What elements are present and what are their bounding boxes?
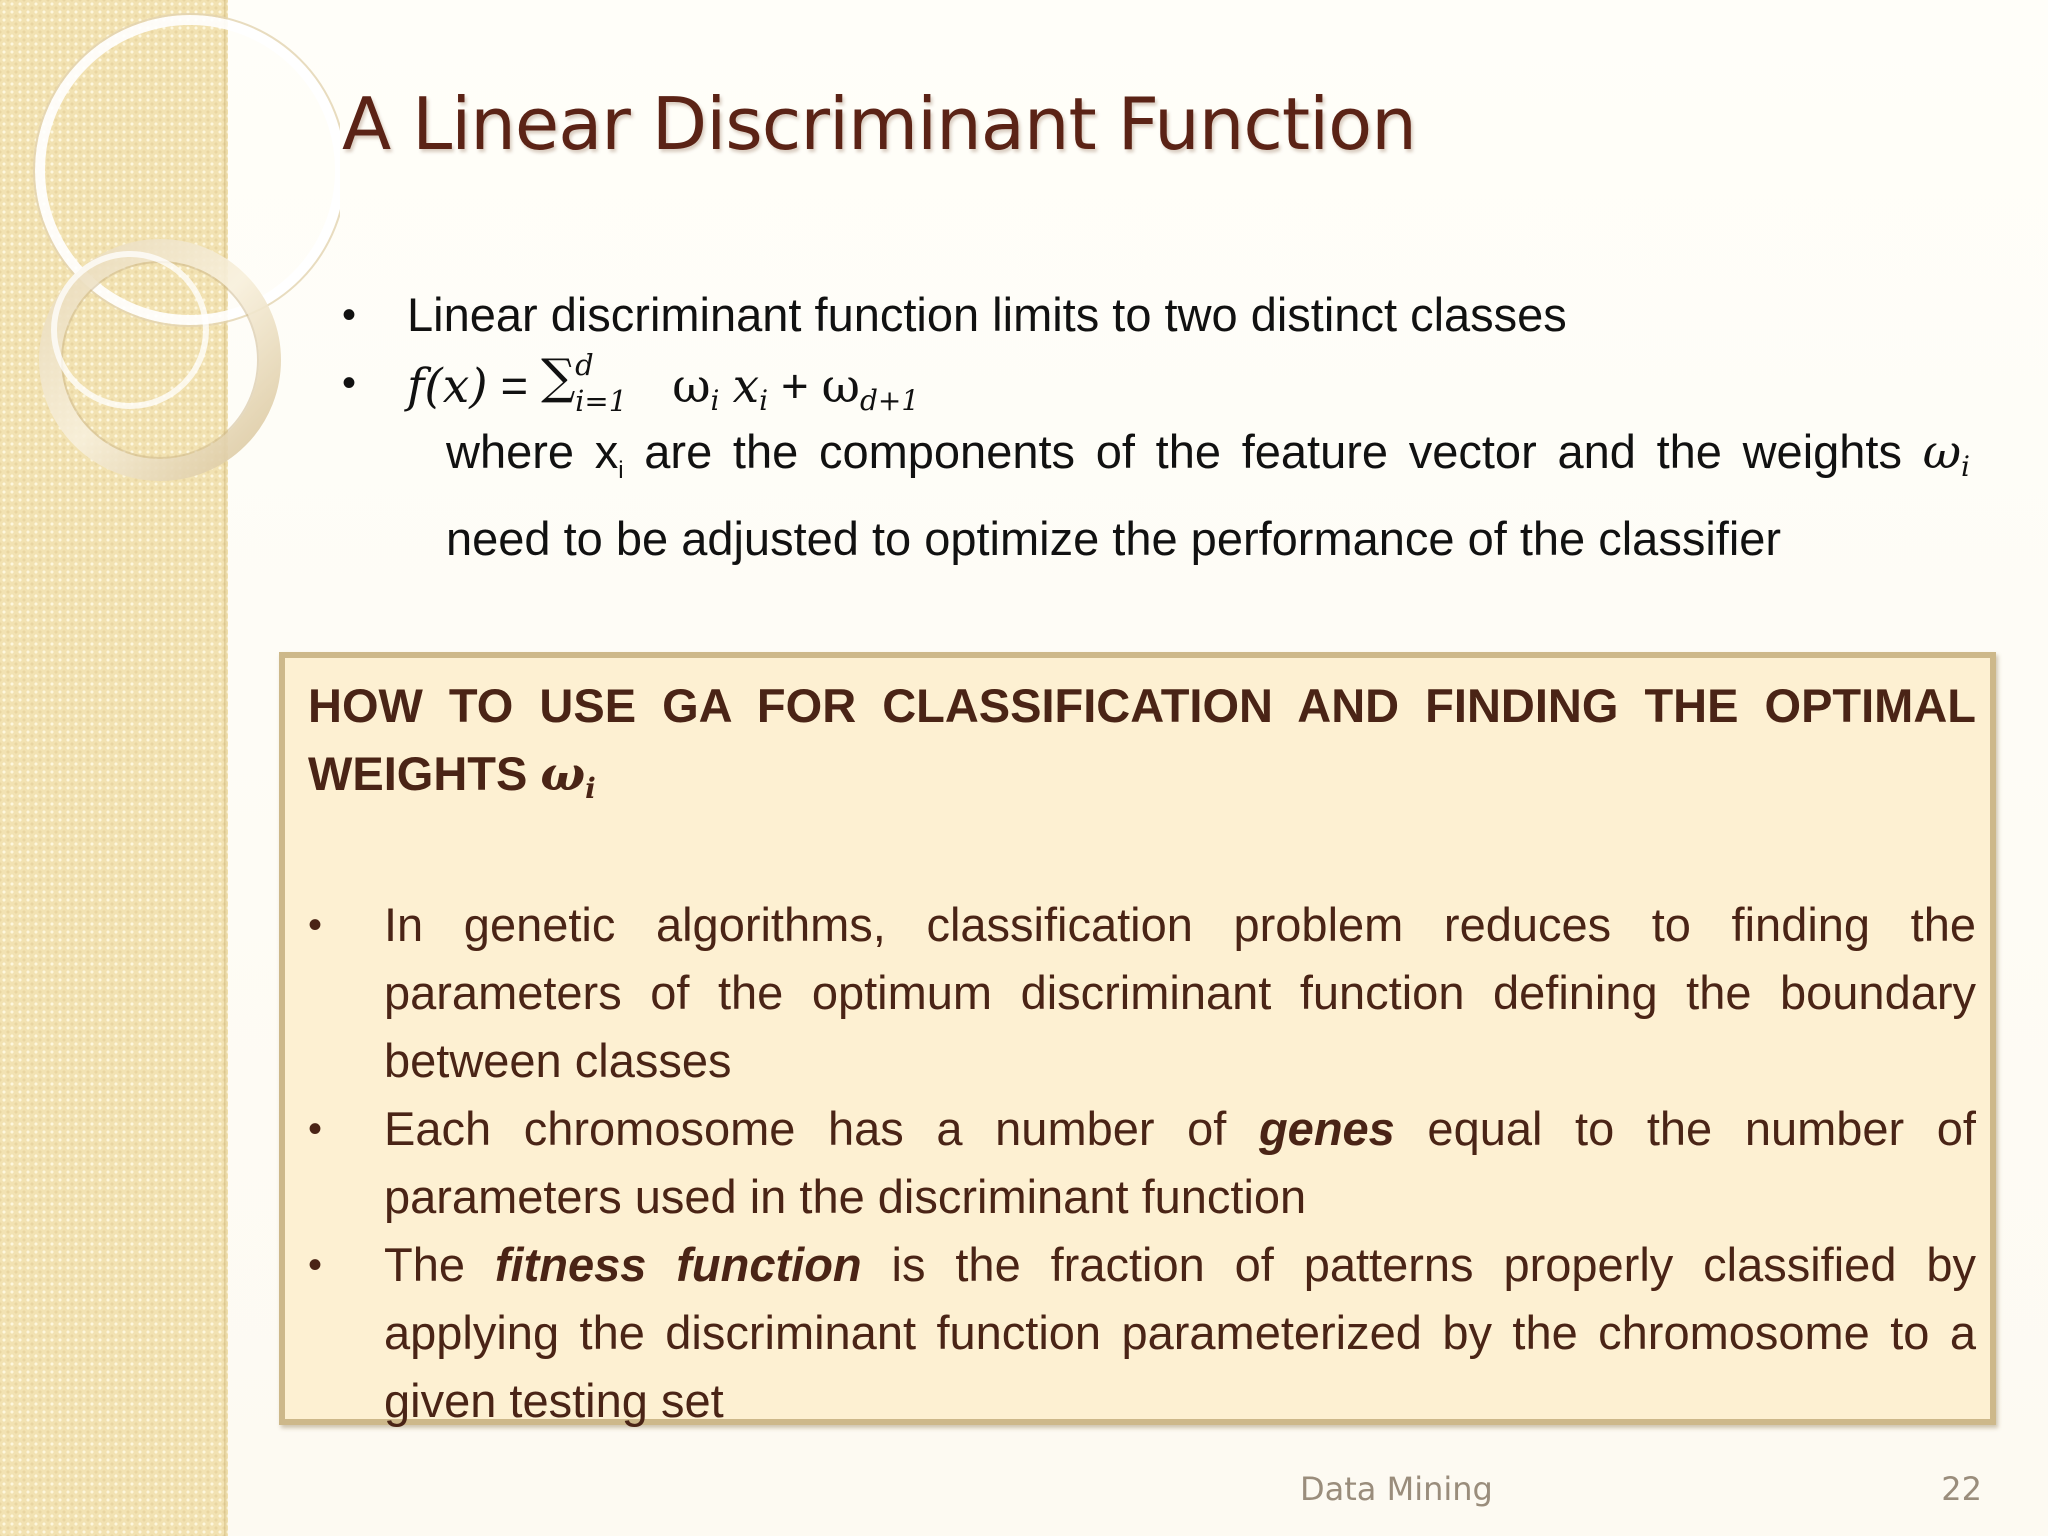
decorative-side-band	[0, 0, 228, 1536]
formula-omega-sub: i	[710, 384, 720, 417]
where-text-3: need to be adjusted to optimize the performance of the classifier	[446, 512, 1782, 565]
sum-symbol: ∑	[541, 349, 576, 405]
formula-explanation	[446, 418, 1970, 573]
slide-title: A Linear Discriminant Function	[342, 82, 1416, 166]
ga-item-text-post: equal to the number of parameters used in the discriminant function	[384, 1102, 1976, 1223]
side-band-shadow	[224, 0, 228, 1536]
ga-item-text-post: is the fraction of patterns properly classified by applying the discriminant function parameterized by the chromosome to a given testing set	[384, 1238, 1976, 1427]
bullet-marker: •	[308, 1107, 323, 1151]
ga-list-item	[308, 1095, 1976, 1231]
formula-x-sub: i	[759, 384, 769, 417]
ga-bullet-list	[308, 891, 1976, 1435]
ga-heading	[308, 672, 1976, 823]
ga-heading-text: HOW TO USE GA FOR CLASSIFICATION AND FINDING THE OPTIMAL WEIGHTS	[308, 679, 1976, 800]
summation	[541, 348, 659, 418]
sum-lower-limit: i=1	[575, 384, 628, 418]
ga-item-text: In genetic algorithms, classification problem reduces to finding the parameters of the optimum discriminant function defining the boundary between classes	[384, 898, 1976, 1087]
formula-omega-last-sub: d+1	[859, 384, 920, 417]
where-omega-sub: i	[1961, 450, 1970, 483]
top-bullet-list	[342, 282, 1970, 436]
formula-lhs: f(x)	[407, 359, 488, 414]
ga-list-item	[308, 1231, 1976, 1435]
ga-callout-content	[308, 672, 1976, 1435]
formula-omega: ω	[672, 359, 711, 414]
ga-callout-box	[279, 652, 1996, 1425]
bullet-marker: •	[308, 903, 323, 947]
page-number: 22	[1941, 1470, 1982, 1508]
bullet-marker: •	[308, 1243, 323, 1287]
formula-plus: +	[781, 359, 809, 412]
where-text-2: are the components of the feature vector and the weights	[623, 425, 1923, 478]
ga-list-item	[308, 891, 1976, 1095]
ga-item-text-pre: Each chromosome has a number of	[384, 1102, 1259, 1155]
footer-label: Data Mining	[1300, 1470, 1493, 1508]
ga-heading-omega: ω	[540, 747, 586, 802]
bullet-text: Linear discriminant function limits to two distinct classes	[407, 288, 1567, 341]
bullet-marker: •	[342, 293, 357, 337]
ga-item-emphasis: fitness function	[494, 1238, 862, 1291]
ga-item-emphasis: genes	[1258, 1102, 1395, 1155]
ga-item-text-pre: The	[384, 1238, 495, 1291]
where-omega: ω	[1922, 425, 1962, 480]
sum-upper-limit: d	[575, 348, 594, 382]
formula-x: x	[732, 359, 760, 414]
where-text-1: where x	[446, 425, 619, 478]
formula-equals: =	[500, 359, 529, 412]
where-x-sub: i	[618, 457, 624, 484]
formula-omega-last: ω	[821, 359, 860, 414]
ga-heading-omega-sub: i	[585, 772, 596, 805]
bullet-marker: •	[342, 361, 357, 405]
